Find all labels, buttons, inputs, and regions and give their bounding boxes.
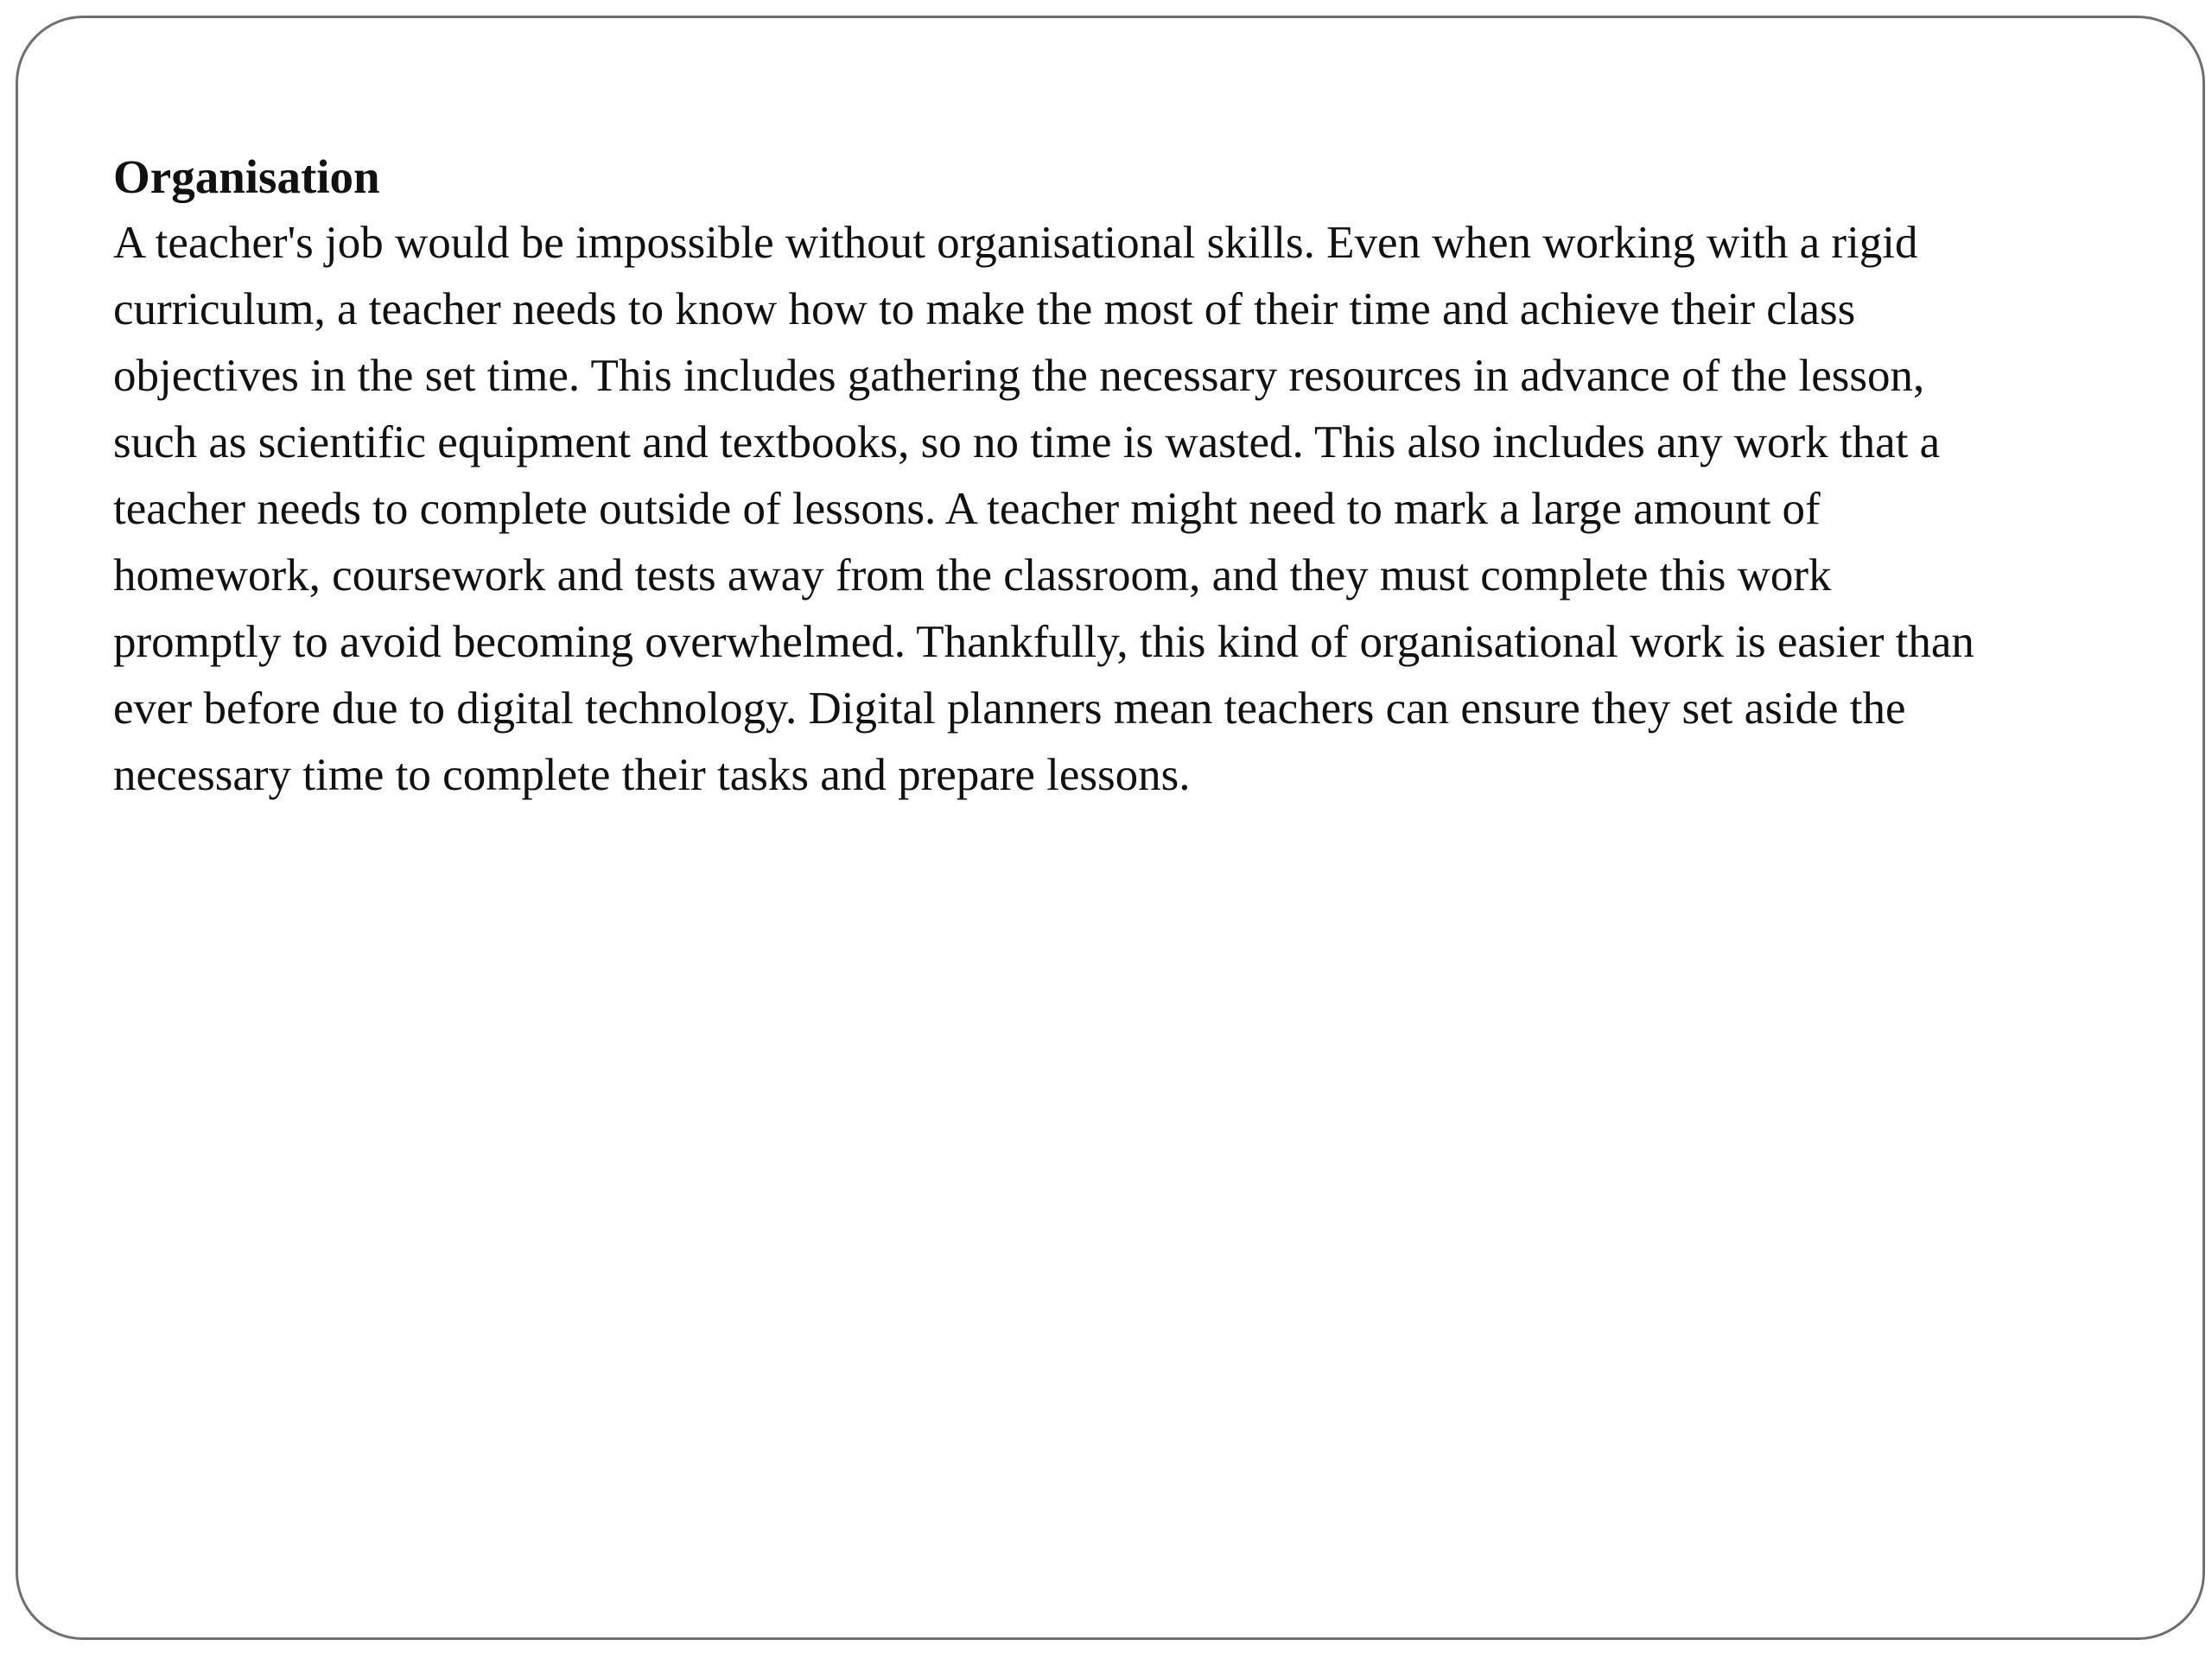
body-line: objectives in the set time. This includes gathering the necessary resources in advance of the lesson, bbox=[113, 351, 1925, 401]
body-line: ever before due to digital technology. Digital planners mean teachers can ensure they set aside the bbox=[113, 683, 1906, 734]
slide-content bbox=[113, 143, 2152, 809]
body-line: curriculum, a teacher needs to know how to make the most of their time and achieve their class bbox=[113, 284, 1856, 334]
body-line: A teacher's job would be impossible without organisational skills. Even when working with a rigid bbox=[113, 218, 1918, 268]
section-heading: Organisation bbox=[113, 150, 380, 203]
body-paragraph bbox=[113, 210, 2152, 809]
body-line: promptly to avoid becoming overwhelmed. Thankfully, this kind of organisational work is easier than bbox=[113, 617, 1974, 667]
body-line: necessary time to complete their tasks and prepare lessons. bbox=[113, 750, 1191, 800]
slide-frame bbox=[16, 16, 2205, 1640]
body-line: homework, coursework and tests away from the classroom, and they must complete this work bbox=[113, 550, 1832, 601]
body-line: teacher needs to complete outside of lessons. A teacher might need to mark a large amount of bbox=[113, 484, 1821, 534]
body-line: such as scientific equipment and textbooks, so no time is wasted. This also includes any work that a bbox=[113, 417, 1941, 467]
